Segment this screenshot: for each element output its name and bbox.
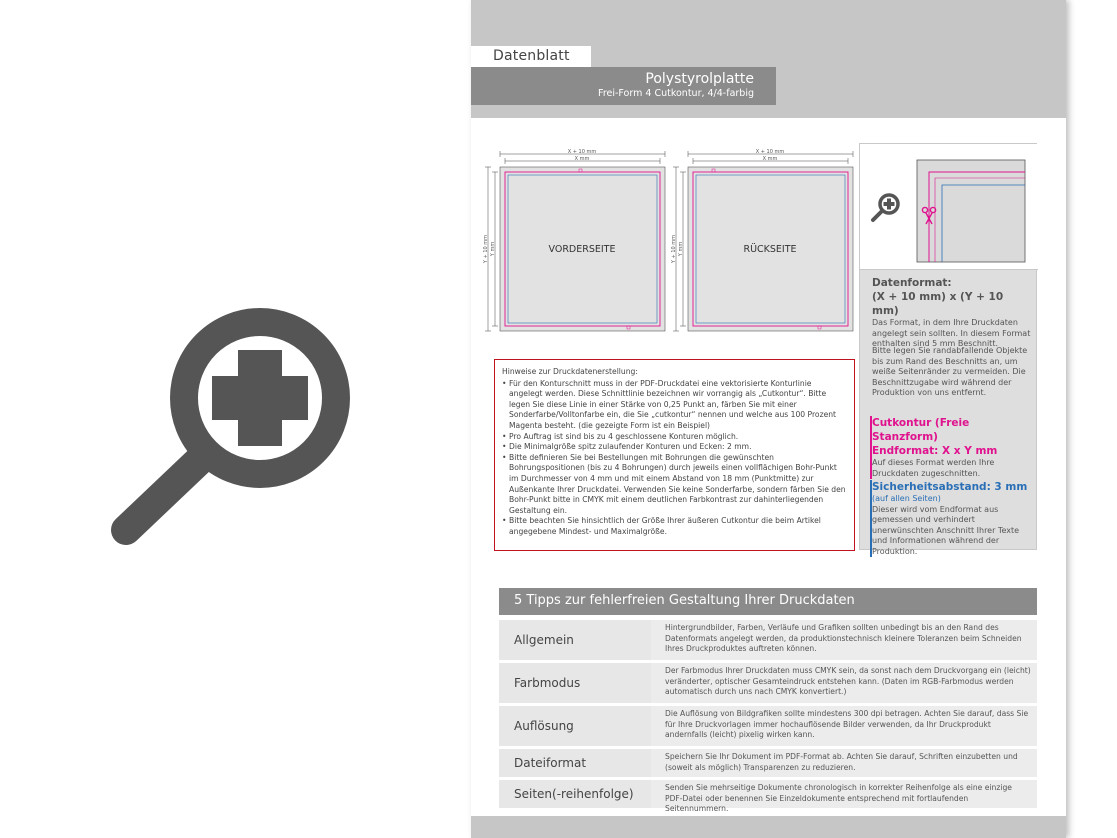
product-title-box	[471, 67, 776, 105]
cut-contour-title: Cutkontur (Freie Stanzform)	[872, 417, 970, 443]
dim-inner-x: X mm	[762, 156, 778, 162]
dim-outer-y: Y + 10 mm	[671, 234, 677, 264]
note-item: • Bitte beachten Sie hinsichtlich der Größe Ihrer äußeren Cutkontur die beim Artikel angegebene Mindest- und Maximalgröße.	[502, 516, 847, 537]
print-data-notes	[494, 359, 855, 551]
dim-inner-x: X mm	[574, 156, 590, 162]
tip-row	[499, 620, 1037, 660]
tip-label: Allgemein	[514, 633, 574, 647]
bleed-text: Bitte legen Sie randabfallende Objekte bis zum Rand des Beschnitts an, um weiße Seitenränder zu vermeiden. Die Beschnittzugabe wird während der Produktion von uns entfernt.	[872, 346, 1028, 397]
product-title: Polystyrolplatte	[645, 71, 754, 87]
tip-row	[499, 663, 1037, 703]
cut-contour-text: Auf dieses Format werden Ihre Druckdaten zugeschnitten.	[872, 458, 995, 478]
tip-label: Auflösung	[514, 719, 574, 733]
datasheet-tag: Datenblatt	[471, 46, 591, 67]
tip-row	[499, 749, 1037, 777]
corner-detail-graphic	[915, 158, 1025, 262]
dim-inner-y: Y mm	[678, 241, 684, 257]
footer-band	[471, 816, 1066, 838]
back-side-diagram	[672, 150, 857, 335]
back-label: RÜCKSEITE	[743, 244, 797, 255]
front-label: VORDERSEITE	[548, 244, 616, 255]
safety-margin-title: Sicherheitsabstand: 3 mm	[872, 481, 1028, 493]
tip-label: Seiten(-reihenfolge)	[514, 787, 634, 801]
format-info-panel	[859, 143, 1037, 556]
data-format-section	[872, 276, 1032, 350]
tip-text: Hintergrundbilder, Farben, Verläufe und Grafiken sollten unbedingt bis an den Rand des Datenformats angelegt werden, da produktionstechnisch kleinere Toleranzen beim Schneiden Ihres Druckproduktes auftreten können.	[651, 620, 1037, 660]
safety-margin-section	[870, 480, 1030, 557]
dim-outer-x: X + 10 mm	[567, 149, 597, 155]
data-format-text: Das Format, in dem Ihre Druckdaten angelegt sein sollten. In diesem Format enthalten sind 5 mm Beschnitt.	[872, 318, 1031, 348]
product-subtitle: Frei-Form 4 Cutkontur, 4/4-farbig	[598, 88, 754, 99]
tip-row	[499, 706, 1037, 746]
tip-text: Speichern Sie Ihr Dokument im PDF-Format ab. Achten Sie darauf, Schriften einzubetten und (soweit als möglich) Transparenzen zu reduzieren.	[651, 749, 1037, 777]
corner-zoom-preview	[860, 144, 1038, 270]
cut-contour-section	[870, 416, 1030, 479]
tip-label: Farbmodus	[514, 676, 581, 690]
bleed-section	[872, 346, 1032, 399]
notes-list	[502, 379, 847, 538]
tips-header: 5 Tipps zur fehlerfreien Gestaltung Ihrer Druckdaten	[499, 588, 1037, 615]
safety-margin-subtitle: (auf allen Seiten)	[872, 494, 941, 503]
zoom-in-icon[interactable]	[100, 308, 360, 548]
tip-row	[499, 780, 1037, 813]
note-item: • Bitte definieren Sie bei Bestellungen mit Bohrungen die gewünschten Bohrungspositionen (bis zu 4 Bohrungen) durch jeweils einen vollflächigen Bohr-Punkt im Durchmesser von 4 mm und mit einem Abstand von 18 mm (Punktmitte) zur Außenkante Ihrer Druckdatei. Verwenden Sie keine Sonderfarbe, sondern färben Sie den Bohr-Punkt bitte in CMYK mit einem deutlichen Farbkontrast zur dahinterliegenden Gestaltung ein.	[502, 453, 847, 517]
data-format-value: (X + 10 mm) x (Y + 10 mm)	[872, 291, 1004, 317]
zoom-in-small-icon[interactable]	[870, 192, 902, 224]
note-item: • Pro Auftrag ist sind bis zu 4 geschlossene Konturen möglich.	[502, 432, 847, 443]
tip-label: Dateiformat	[514, 756, 587, 770]
note-item: • Für den Konturschnitt muss in der PDF-Druckdatei eine vektorisierte Konturlinie angelegt werden. Diese Schnittlinie bezeichnen wir vorrangig als „Cutkontur“. Bitte legen Sie diese Linie in einer Stärke von 0,25 Punkt an, färben Sie mit einer Sonderfarbe/Volltonfarbe ein, die Sie „cutkontur“ nennen und welche aus 100 Prozent Magenta besteht. (die gezeigte Form ist ein Beispiel)	[502, 379, 847, 432]
cut-contour-value: Endformat: X x Y mm	[872, 445, 998, 457]
tip-text: Der Farbmodus Ihrer Druckdaten muss CMYK sein, da sonst nach dem Druckvorgang ein (leicht) veränderter, optischer Gesamteindruck entstehen kann. (Daten im RGB-Farbmodus werden automatisch durch uns nach CMYK konvertiert.)	[651, 663, 1037, 703]
dim-outer-y: Y + 10 mm	[483, 234, 489, 264]
front-side-diagram	[484, 150, 669, 335]
tips-table	[499, 620, 1037, 811]
tip-text: Die Auflösung von Bildgrafiken sollte mindestens 300 dpi betragen. Achten Sie darauf, dass Sie für Ihre Druckvorlagen immer hochauflösende Bilder verwenden, da Ihr Druckprodukt andernfalls (leicht) pixelig wirken kann.	[651, 706, 1037, 746]
dim-outer-x: X + 10 mm	[755, 149, 785, 155]
datasheet-document	[471, 0, 1066, 838]
safety-margin-text: Dieser wird vom Endformat aus gemessen und verhindert unerwünschten Anschnitt Ihrer Texte und Informationen während der Produktion.	[872, 504, 1020, 556]
note-item: • Die Minimalgröße spitz zulaufender Konturen und Ecken: 2 mm.	[502, 442, 847, 453]
dim-inner-y: Y mm	[490, 241, 496, 257]
data-format-title: Datenformat:	[872, 277, 952, 289]
tip-text: Senden Sie mehrseitige Dokumente chronologisch in korrekter Reihenfolge als eine einzige PDF-Datei oder benennen Sie Einzeldokumente entsprechend mit fortlaufenden Seitennummern.	[651, 780, 1037, 808]
notes-heading: Hinweise zur Druckdatenerstellung:	[502, 367, 638, 376]
